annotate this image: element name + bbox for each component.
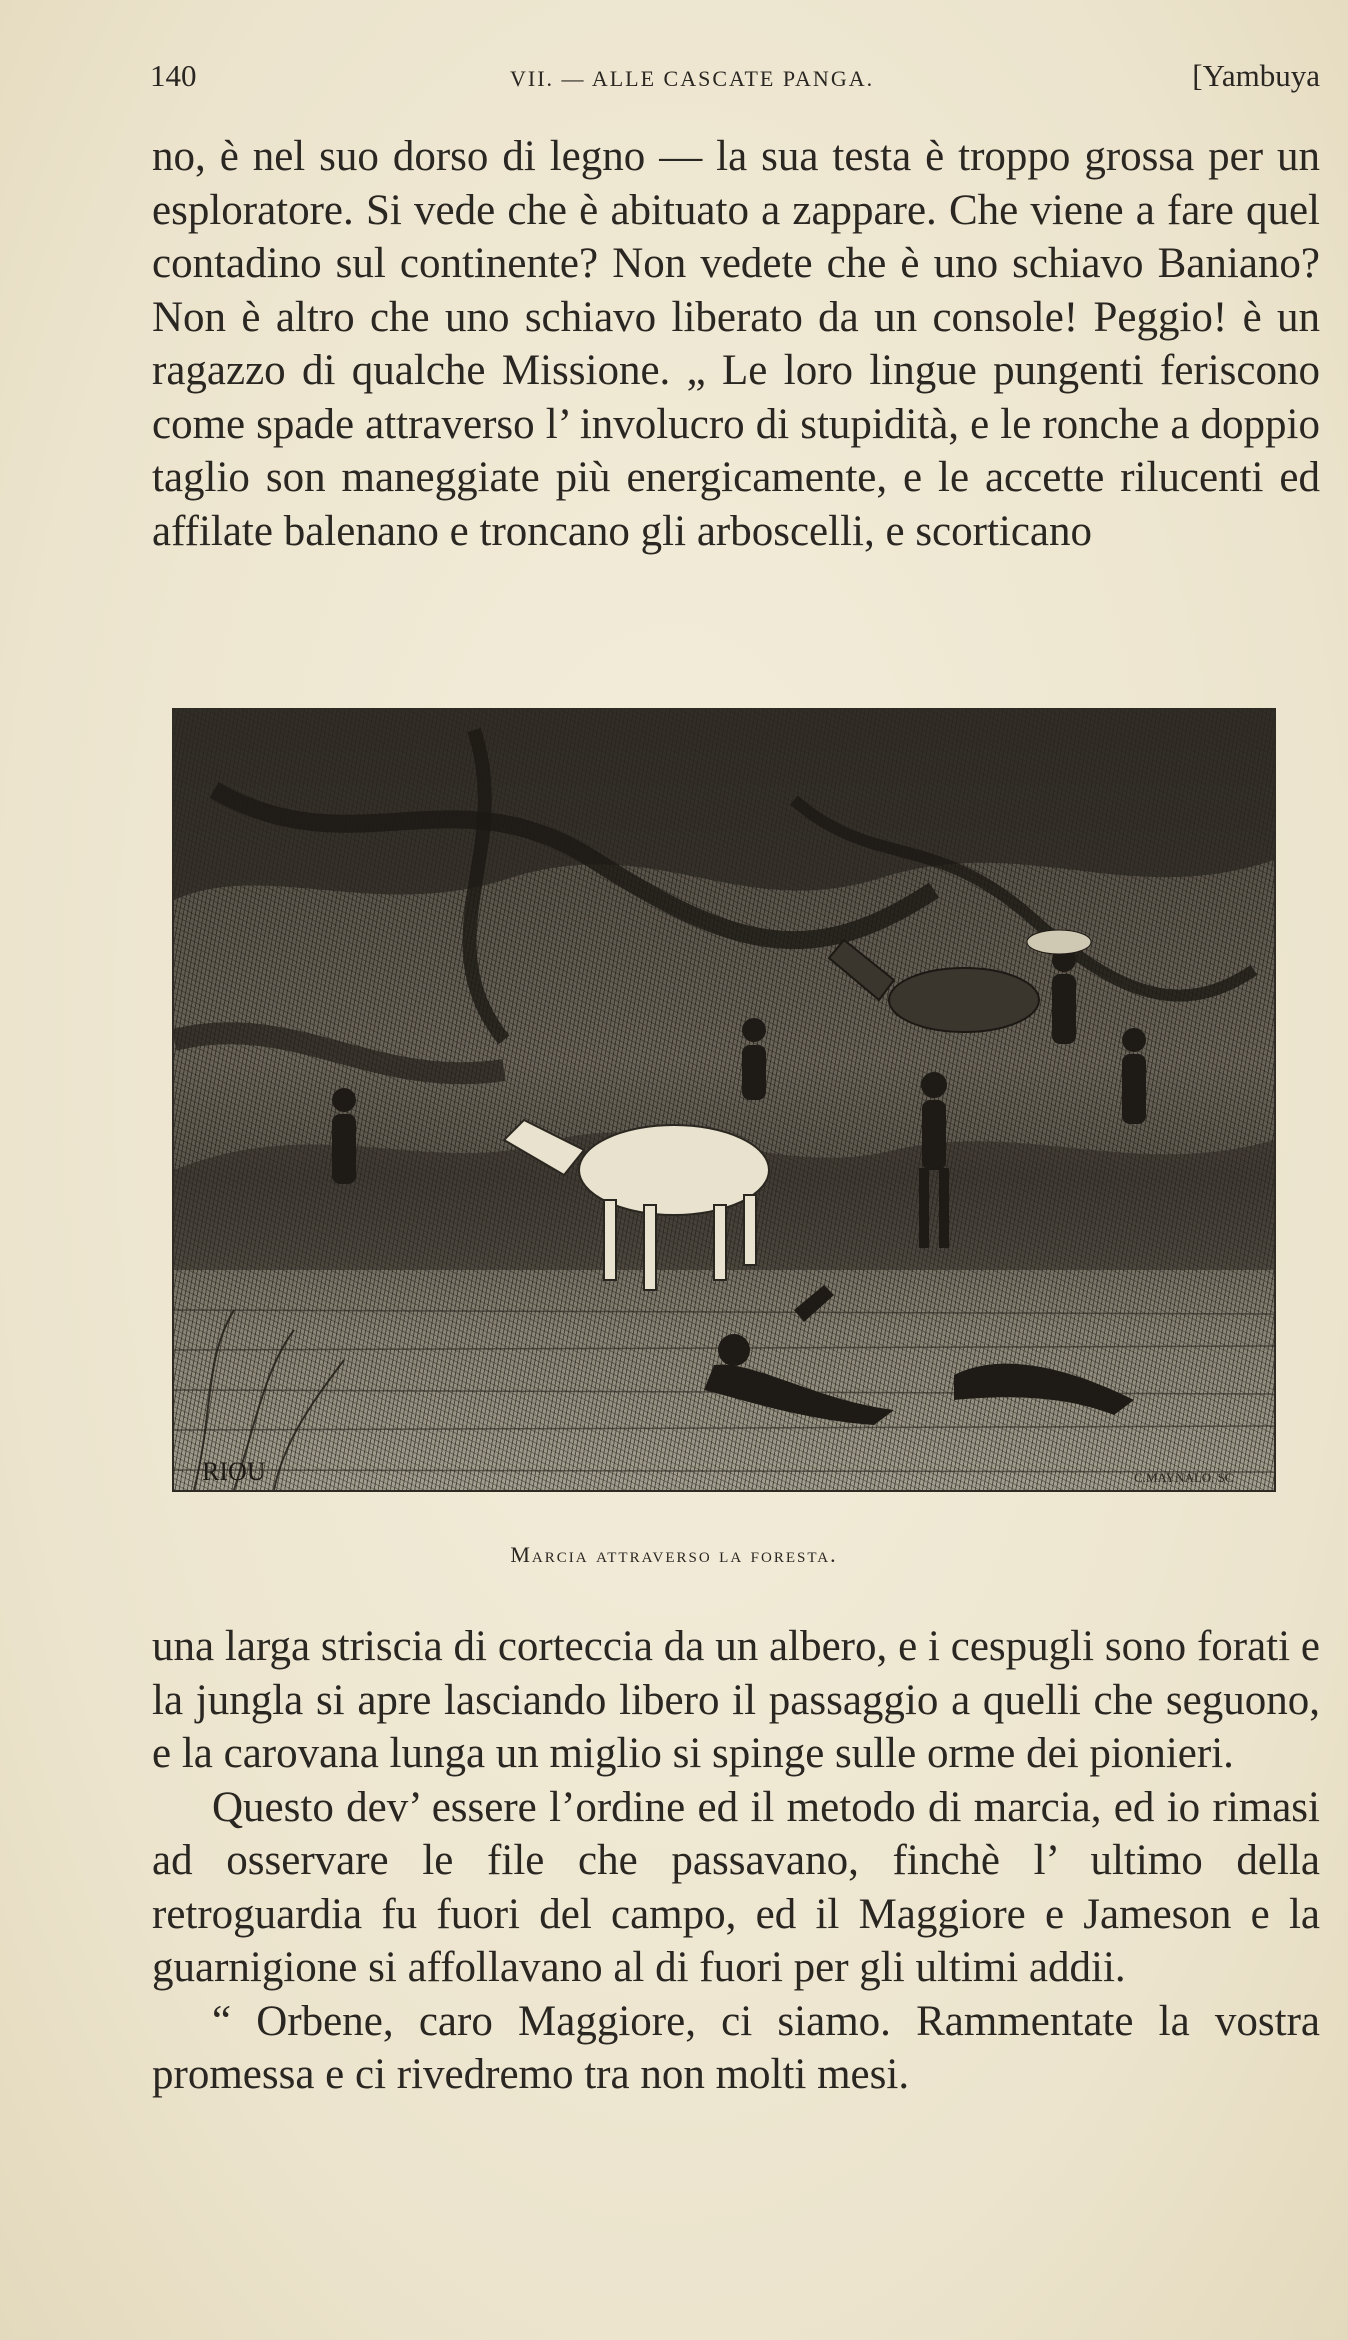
paragraph-continuation: una larga striscia di corteccia da un albero, e i cespugli sono forati e la jungla si apre lasciando libero il passaggio a quelli che seguono, e la carovana lunga un miglio si spinge sulle orme dei pionieri. xyxy=(152,1623,1320,1777)
paragraph-farewell: “ Orbene, caro Maggiore, ci siamo. Rammentate la vostra promessa e ci rivedremo tra non molti mesi. xyxy=(152,1997,1320,2098)
figure-caption: Marcia attraverso la foresta. xyxy=(510,1542,838,1567)
running-head xyxy=(150,58,1320,98)
engraver-signature: C.MAYNALO. SC xyxy=(1134,1470,1234,1485)
page-number: 140 xyxy=(150,58,197,93)
text-block-bottom xyxy=(152,1620,1320,2102)
forest-march-engraving xyxy=(174,710,1274,1490)
chapter-title: VII. — ALLE CASCATE PANGA. xyxy=(510,66,875,91)
engraving-illustration xyxy=(172,708,1276,1492)
section-marker: [Yambuya xyxy=(1192,58,1320,93)
paragraph-top: no, è nel suo dorso di legno — la sua testa è troppo grossa per un esploratore. Si vede che è abituato a zappare. Che viene a fare quel contadino sul continente? Non vedete che è uno schiavo Baniano? Non è altro che uno schiavo liberato da un console! Peggio! è un ragazzo di qualche Missione. „ Le loro lingue pungenti feriscono come spade attraverso l’ involucro di stupidità, e le ronche a doppio taglio son maneggiate più energicamente, e le accette rilucenti ed affilate balenano e troncano gli arboscelli, e scorticano xyxy=(152,133,1320,555)
text-block-top xyxy=(152,130,1320,558)
artist-monogram: RIOU xyxy=(202,1457,266,1486)
paragraph-march-order: Questo dev’ essere l’ordine ed il metodo di marcia, ed io rimasi ad osservare le file che passavano, finchè l’ ultimo della retroguardia fu fuori del campo, ed il Maggiore e Jameson e la guarnigione si affollavano al di fuori per gli ultimi addii. xyxy=(152,1783,1320,1991)
